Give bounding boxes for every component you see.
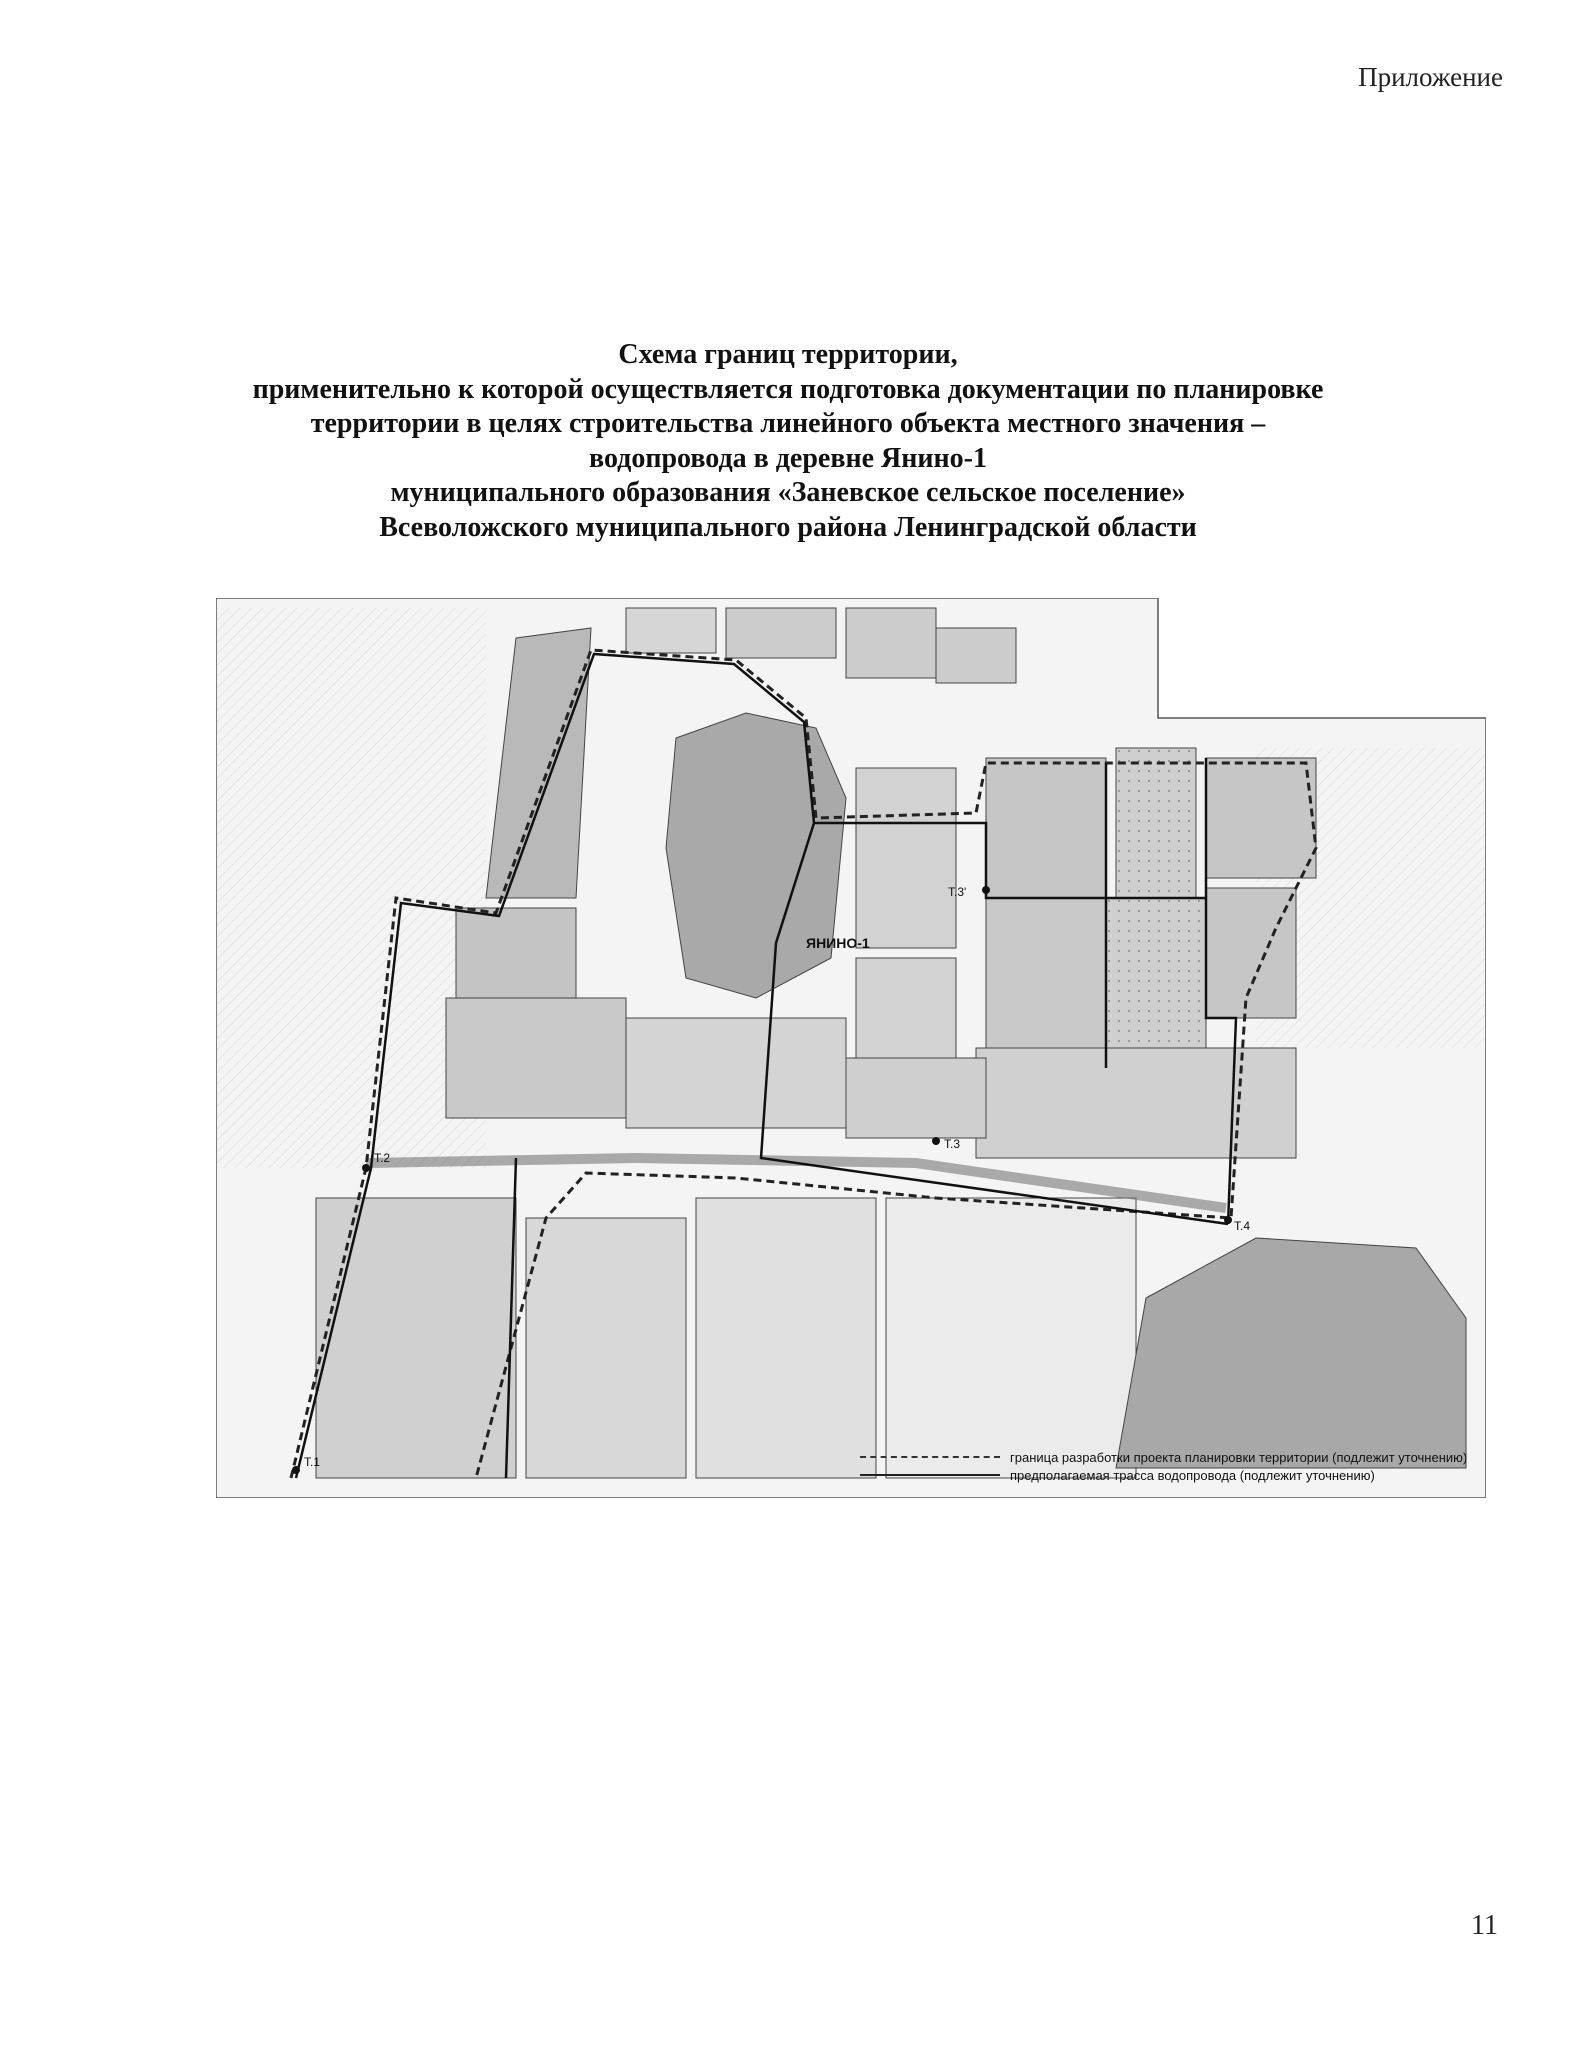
quarter-mid-2 [856,958,956,1058]
point-t1-label: Т.1 [304,1455,321,1469]
village-block-1 [456,908,576,998]
parcel-yanino-center [666,713,846,998]
quarter-ne-2 [1116,748,1196,898]
village-block-2 [446,998,626,1118]
territory-map [216,598,1486,1498]
legend-row-boundary [860,1448,1480,1466]
document-title [0,338,1576,545]
parcel-north-2 [846,608,936,678]
quarter-se [976,1048,1296,1158]
parcel-south-3 [696,1198,876,1478]
quarter-ne-1 [986,758,1106,898]
point-t4-label: Т.4 [1234,1219,1251,1233]
point-t2-marker [362,1164,370,1172]
point-t3a-marker [982,886,990,894]
title-line-3: территории в целях строительства линейного объекта местного значения – [310,408,1266,439]
parcel-south-2 [526,1218,686,1478]
quarter-mid-1 [856,768,956,948]
legend-pipeline-swatch [860,1474,1000,1476]
quarter-ne-3 [1206,758,1316,878]
title-line-6: Всеволожского муниципального района Ленинградской области [379,511,1197,543]
village-block-4 [846,1058,986,1138]
quarter-e-1 [986,898,1106,1068]
point-t2-label: Т.2 [374,1151,391,1165]
legend-boundary-text: граница разработки проекта планировки территории (подлежит уточнению) [1010,1449,1468,1465]
quarter-e-3 [1206,888,1296,1018]
point-t1-marker [292,1466,300,1474]
parcel-north-1 [726,608,836,658]
legend-pipeline-text: предполагаемая трасса водопровода (подлежит уточнению) [1010,1467,1375,1483]
title-line-4: водопровода в деревне Янино-1 [589,442,987,474]
title-line-1: Схема границ территории, [618,339,958,370]
point-t3-label: Т.3 [944,1137,961,1151]
point-t3-marker [932,1137,940,1145]
page-number: 11 [1471,1910,1498,1941]
legend-row-pipeline [860,1466,1480,1484]
point-t3a-label: Т.3' [948,885,967,899]
point-t4-marker [1224,1216,1232,1224]
parcel-south-4 [886,1198,1136,1478]
map-legend [860,1448,1480,1484]
quarter-e-2 [1106,898,1206,1068]
parcel-north-4 [626,608,716,653]
appendix-label: Приложение [1358,62,1503,92]
title-line-2: применительно к которой осуществляется подготовка документации по планировке [252,373,1324,405]
village-block-3 [626,1018,846,1128]
parcel-north-3 [936,628,1016,683]
map-drawing [216,598,1486,1498]
place-label-yanino: ЯНИНО-1 [806,935,870,951]
title-line-5: муниципального образования «Заневское сельское поселение» [390,477,1186,508]
legend-boundary-swatch [860,1456,1000,1458]
